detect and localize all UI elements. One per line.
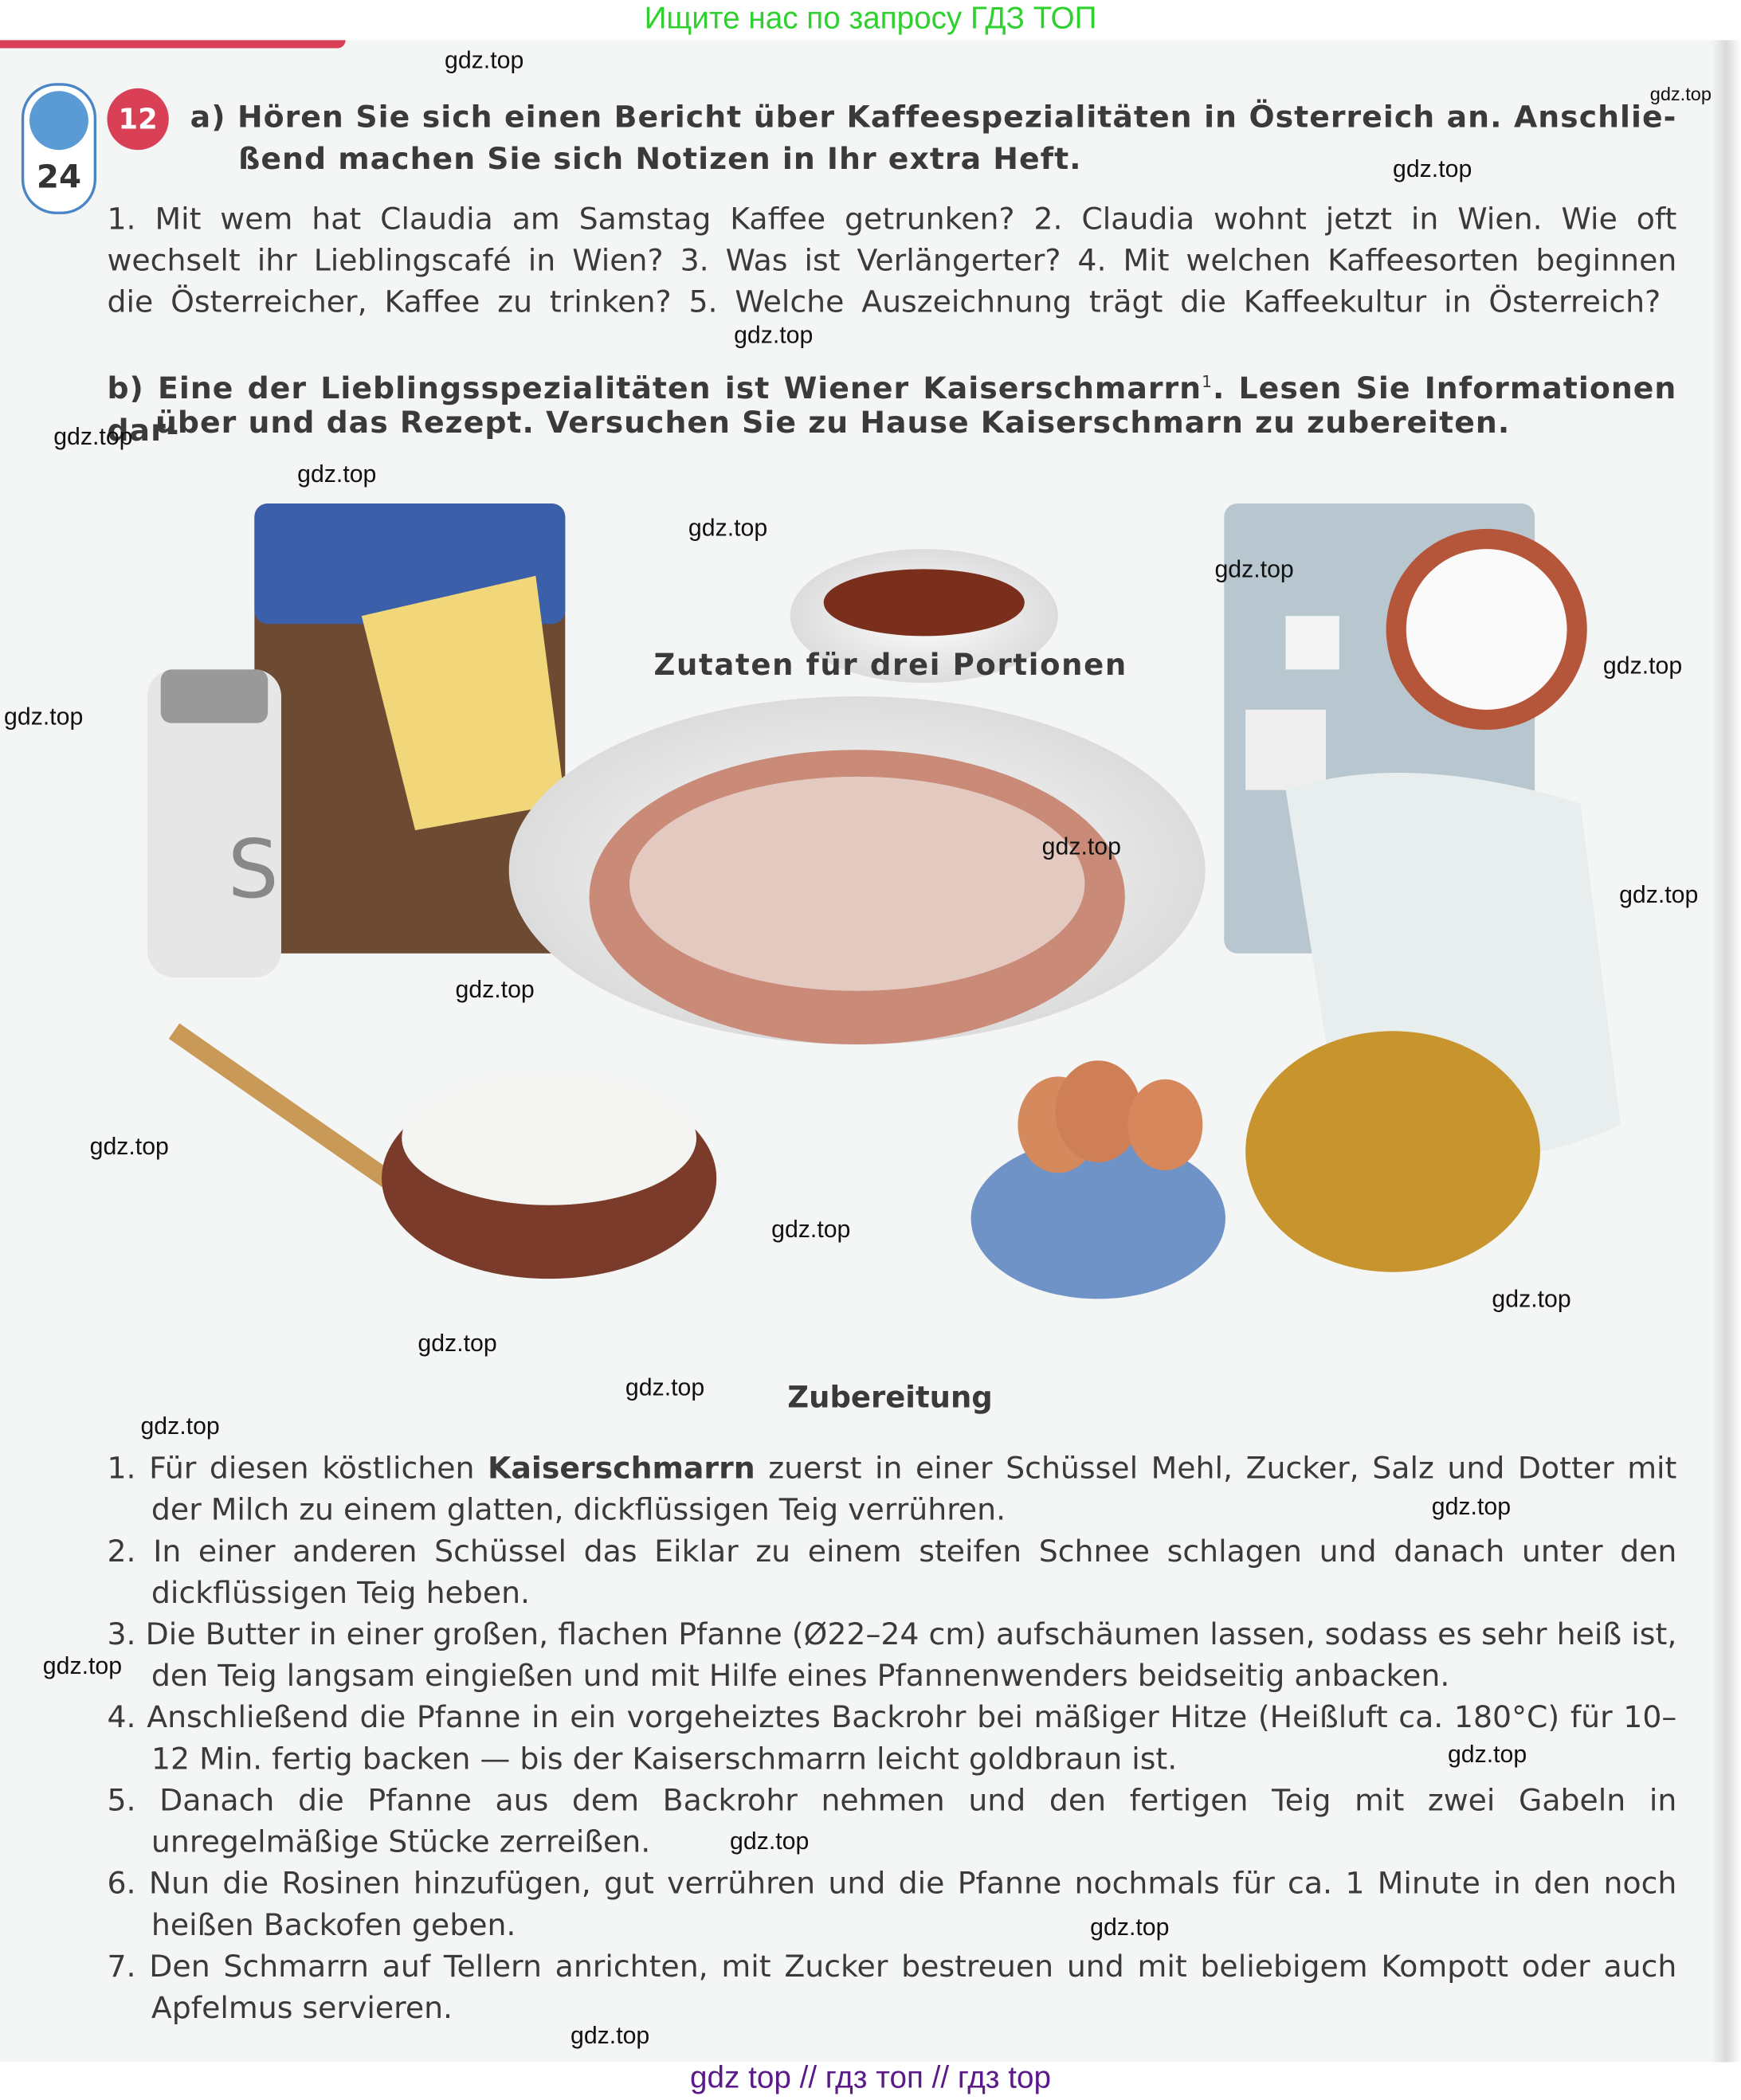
red-header-bar bbox=[0, 40, 346, 48]
preparation-steps bbox=[107, 1449, 1676, 2030]
audio-track-badge bbox=[22, 83, 96, 214]
step-number: 6. bbox=[107, 1867, 136, 1902]
jam bbox=[824, 569, 1025, 636]
step-number: 1. bbox=[107, 1451, 136, 1487]
watermark: gdz.top bbox=[42, 1652, 123, 1679]
watermark: gdz.top bbox=[771, 1216, 851, 1243]
flour bbox=[402, 1072, 696, 1205]
step-text: Nun die Rosinen hinzufügen, gut verrühren und die Pfanne nochmals für ca. 1 Minute in den noch heißen Backofen geben. bbox=[148, 1867, 1677, 1943]
step-item bbox=[107, 1781, 1676, 1863]
step-item bbox=[107, 1532, 1676, 1615]
step-bold-text: Kaiserschmarrn bbox=[488, 1451, 755, 1487]
watermark: gdz.top bbox=[418, 1330, 497, 1357]
step-number: 5. bbox=[107, 1783, 136, 1819]
watermark: gdz.top bbox=[1447, 1741, 1527, 1768]
watermark: gdz.top bbox=[140, 1412, 220, 1440]
watermark: gdz.top bbox=[688, 514, 768, 542]
audio-track-number: 24 bbox=[36, 158, 82, 196]
watermark: gdz.top bbox=[89, 1132, 169, 1160]
ingredients-title: Zutaten für drei Portionen bbox=[653, 648, 1127, 683]
step-text: Danach die Pfanne aus dem Backrohr nehmen und den fertigen Teig mit zwei Gabeln in unregelmäßige Stücke zerreißen. bbox=[151, 1783, 1677, 1860]
step-text: In einer anderen Schüssel das Eiklar zu einem steifen Schnee schlagen und danach unter den dickflüssigen Teig heben. bbox=[151, 1534, 1677, 1612]
watermark: gdz.top bbox=[734, 321, 814, 349]
watermark: gdz.top bbox=[625, 1373, 705, 1401]
step-item bbox=[107, 1947, 1676, 2030]
step-text: Den Schmarrn auf Tellern anrichten, mit Zucker bestreuen und mit beliebigem Kompott oder auch Apfelmus servieren. bbox=[149, 1949, 1677, 2027]
question-line: wechselt ihr Lieblingscafé in Wien? 3. Was ist Verlängerter? 4. Mit welchen Kaffeesorten beginnen bbox=[107, 243, 1677, 279]
watermark: gdz.top bbox=[297, 460, 377, 488]
watermark: gdz.top bbox=[1041, 833, 1121, 860]
watermark: gdz.top bbox=[571, 2022, 650, 2049]
step-text: Für diesen köstlichen bbox=[149, 1451, 488, 1487]
watermark: gdz.top bbox=[1431, 1493, 1512, 1520]
watermark: gdz.top bbox=[53, 423, 133, 450]
top-banner[interactable]: Ищите нас по запросу ГДЗ ТОП bbox=[644, 0, 1097, 35]
watermark: gdz.top bbox=[730, 1828, 810, 1855]
watermark: gdz.top bbox=[1602, 652, 1683, 680]
task-a-line2: ßend machen Sie sich Notizen in Ihr extra Heft. bbox=[238, 142, 1082, 177]
headphones-icon bbox=[29, 91, 88, 150]
sugar-cube bbox=[1245, 710, 1326, 790]
ingredients-photo bbox=[134, 496, 1647, 1353]
salt-label: S bbox=[227, 822, 279, 917]
exercise-number: 12 bbox=[107, 88, 168, 150]
watermark: gdz.top bbox=[1090, 1913, 1170, 1941]
step-text: Die Butter in einer großen, flachen Pfanne (Ø22–24 cm) aufschäumen lassen, sodass es sehr heiß ist, den Teig langsam eingießen und mit Hilfe eines Pfannenwenders beidseitig anbacken. bbox=[145, 1617, 1677, 1694]
watermark: gdz.top bbox=[455, 976, 535, 1003]
watermark: gdz.top bbox=[1393, 155, 1472, 182]
egg bbox=[1127, 1079, 1202, 1170]
step-number: 4. bbox=[107, 1700, 136, 1736]
watermark: gdz.top bbox=[445, 46, 524, 74]
step-item bbox=[107, 1864, 1676, 1947]
step-item bbox=[107, 1615, 1676, 1698]
watermark: gdz.top bbox=[1214, 555, 1294, 583]
question-line: 1. Mit wem hat Claudia am Samstag Kaffee getrunken? 2. Claudia wohnt jetzt in Wien. Wie oft bbox=[107, 202, 1677, 237]
step-item bbox=[107, 1698, 1676, 1781]
step-number: 3. bbox=[107, 1617, 136, 1653]
task-b-text: b) Eine der Lieblingsspezialitäten ist Wiener Kaiserschmarrn bbox=[107, 371, 1202, 407]
question-line: die Österreicher, Kaffee zu trinken? 5. Welche Auszeichnung trägt die Kaffeekultur in Österreich? bbox=[107, 285, 1661, 320]
sugar-cube bbox=[1286, 616, 1339, 669]
task-a-line1: a) Hören Sie sich einen Bericht über Kaffeespezialitäten in Österreich an. Anschlie- bbox=[190, 100, 1677, 135]
salt-shaker-cap bbox=[161, 669, 268, 723]
task-b-text: . Lesen Sie Informationen dar- bbox=[107, 371, 1677, 449]
footnote-marker: 1 bbox=[1202, 372, 1213, 391]
watermark: gdz.top bbox=[1619, 880, 1699, 908]
page-edge bbox=[1712, 40, 1741, 2062]
powdered-sugar bbox=[629, 777, 1084, 991]
step-number: 7. bbox=[107, 1949, 136, 1984]
step-text: zuerst in einer Schüssel Mehl, Zucker, Salz und Dotter mit der Milch zu einem glatten, dickflüssigen Teig verrühren. bbox=[151, 1451, 1677, 1528]
watermark: gdz.top bbox=[1649, 83, 1712, 105]
bottom-banner[interactable]: gdz top // гдз топ // гдз top bbox=[690, 2059, 1052, 2094]
egg bbox=[1055, 1060, 1141, 1162]
preparation-title: Zubereitung bbox=[787, 1381, 993, 1416]
step-text: Anschließend die Pfanne in ein vorgeheiztes Backrohr bei mäßiger Hitze (Heißluft ca. 180°C) für 10–12 Min. fertig backen — bis der Kaiserschmarrn leicht goldbraun ist. bbox=[147, 1700, 1677, 1777]
raisins-basket bbox=[1245, 1031, 1540, 1272]
task-b-line2: über und das Rezept. Versuchen Sie zu Hause Kaiserschmarn zu zubereiten. bbox=[155, 406, 1511, 441]
watermark: gdz.top bbox=[4, 703, 84, 731]
sugar bbox=[1406, 549, 1567, 710]
step-number: 2. bbox=[107, 1534, 136, 1569]
watermark: gdz.top bbox=[1492, 1285, 1571, 1313]
